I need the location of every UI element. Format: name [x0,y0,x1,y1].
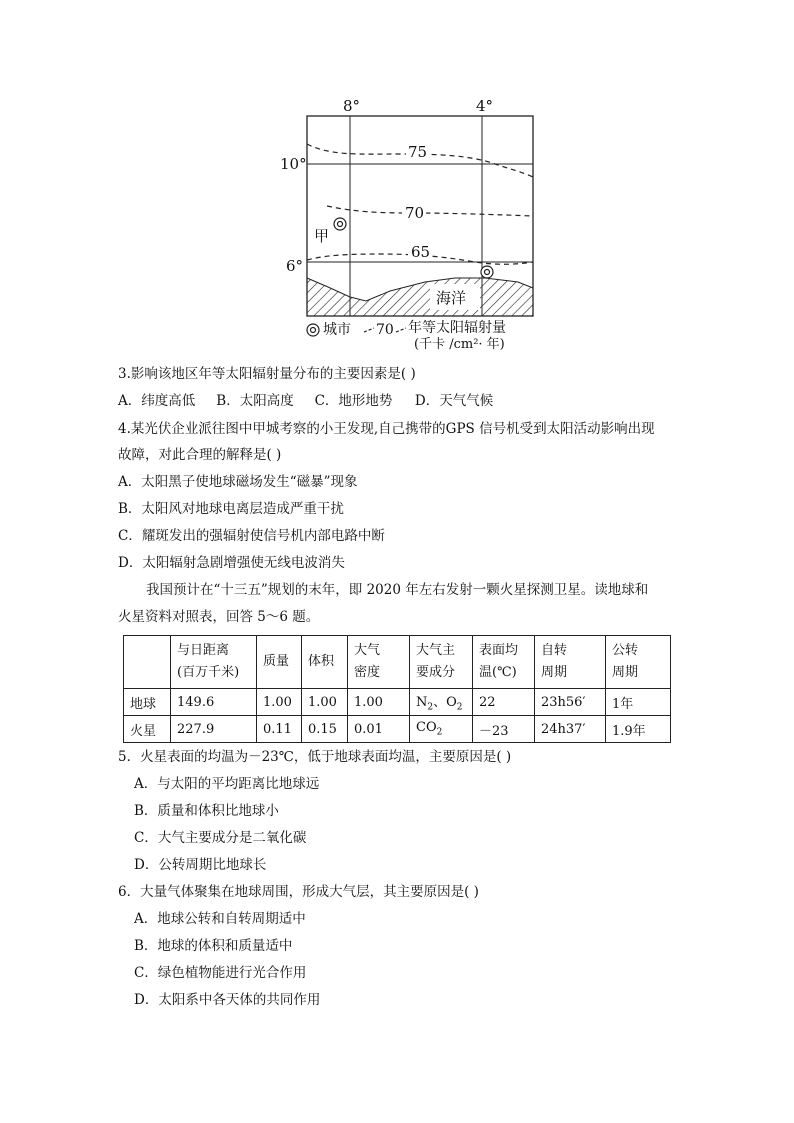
header-cell-revolution: 公转 周期 [606,636,671,689]
lon-label-8: 8° [343,97,361,115]
isoline-label-70: 70 [405,204,425,222]
q5-option-d: D．公转周期比地球长 [134,857,267,873]
solar-radiation-map [270,92,550,357]
q3-options [118,392,493,410]
cell-mass: 1.00 [257,689,302,716]
cell-name: 火星 [124,716,171,743]
q3-option-c: C．地形地势 [314,393,393,409]
cell-density: 1.00 [348,689,410,716]
cell-distance: 149.6 [171,689,257,716]
isoline-label-65: 65 [411,243,431,261]
table-row-earth [124,689,671,716]
header-cell-volume: 体积 [302,636,348,689]
cell-volume: 0.15 [302,716,348,743]
legend-unit: (千卡 /cm²· 年) [414,337,505,352]
header-cell-rotation: 自转 周期 [535,636,606,689]
intro-line1: 我国预计在“十三五”规划的末年，即 2020 年左右发射一颗火星探测卫星。读地球和 [146,582,649,598]
legend-city-label: 城市 [323,322,351,338]
q3-option-b: B．太阳高度 [216,393,294,409]
cell-name: 地球 [124,689,171,716]
intro-line2: 火星资料对照表，回答 5～6 题。 [118,609,320,625]
header-cell-distance: 与日距离 (百万千米) [171,636,257,689]
header-cell-composition: 大气主 要成分 [410,636,473,689]
cell-volume: 1.00 [302,689,348,716]
cell-composition: $CO_2$ [410,716,473,743]
isoline-label-75: 75 [408,143,428,161]
header-cell-temperature: 表面均 温(℃) [473,636,535,689]
header-cell-mass: 质量 [257,636,302,689]
q5-option-a: A．与太阳的平均距离比地球远 [134,776,320,792]
q4-stem-line1: 4.某光伏企业派往图中甲城考察的小王发现,自己携带的GPS 信号机受到太阳活动影响出现 [118,421,655,437]
q4-option-a: A．太阳黑子使地球磁场发生“磁暴”现象 [118,474,358,490]
map-graphic [270,92,550,357]
isoline-70 [327,206,533,216]
cell-composition: $N_2$、$O_2$ [410,689,473,716]
q6-option-b: B．地球的体积和质量适中 [134,938,293,954]
q5-stem: 5．火星表面的均温为－23℃，低于地球表面均温，主要原因是( ) [118,749,512,765]
ocean-label: 海洋 [436,289,467,307]
earth-mars-table [123,635,671,743]
cell-rotation: 23h56′ [535,689,606,716]
cell-revolution: 1.9年 [606,716,671,743]
cell-rotation: 24h37′ [535,716,606,743]
cell-temperature: －23 [473,716,535,743]
lon-label-4: 4° [476,97,494,115]
table-row-mars [124,716,671,743]
q6-stem: 6．大量气体聚集在地球周围，形成大气层，其主要原因是( ) [118,884,479,900]
legend-city-symbol [307,324,319,336]
legend-line-right [396,328,406,332]
q3-option-d: D．天气气候 [414,393,494,409]
q3-option-a: A．纬度高低 [118,393,196,409]
q6-option-a: A．地球公转和自转周期适中 [134,911,306,927]
place-label-jia: 甲 [314,227,330,245]
cell-temperature: 22 [473,689,535,716]
lat-label-10: 10° [280,155,307,173]
header-cell-empty [124,636,171,689]
q4-option-b: B．太阳风对地球电离层造成严重干扰 [118,501,344,517]
cell-density: 0.01 [348,716,410,743]
table-header-row [124,636,671,689]
land-hatched [307,278,533,316]
city-jia-symbol [334,218,346,230]
q4-option-d: D．太阳辐射急剧增强使无线电波消失 [118,555,345,571]
q5-option-b: B．质量和体积比地球小 [134,803,279,819]
lat-label-6: 6° [286,257,304,275]
q6-option-d: D．太阳系中各天体的共同作用 [134,992,321,1008]
legend-line-label: 年等太阳辐射量 [408,320,506,336]
cell-revolution: 1年 [606,689,671,716]
legend-line-value: 70 [376,322,394,338]
q3-stem: 3.影响该地区年等太阳辐射量分布的主要因素是( ) [118,366,416,382]
q4-option-c: C．耀斑发出的强辐射使信号机内部电路中断 [118,528,385,544]
coastal-city-symbol [481,266,493,278]
header-cell-density: 大气 密度 [348,636,410,689]
q6-option-c: C．绿色植物能进行光合作用 [134,965,307,981]
cell-mass: 0.11 [257,716,302,743]
q4-stem-line2: 故障，对此合理的解释是( ) [118,447,282,463]
cell-distance: 227.9 [171,716,257,743]
legend-line-left [364,328,374,332]
q5-option-c: C．大气主要成分是二氧化碳 [134,830,307,846]
